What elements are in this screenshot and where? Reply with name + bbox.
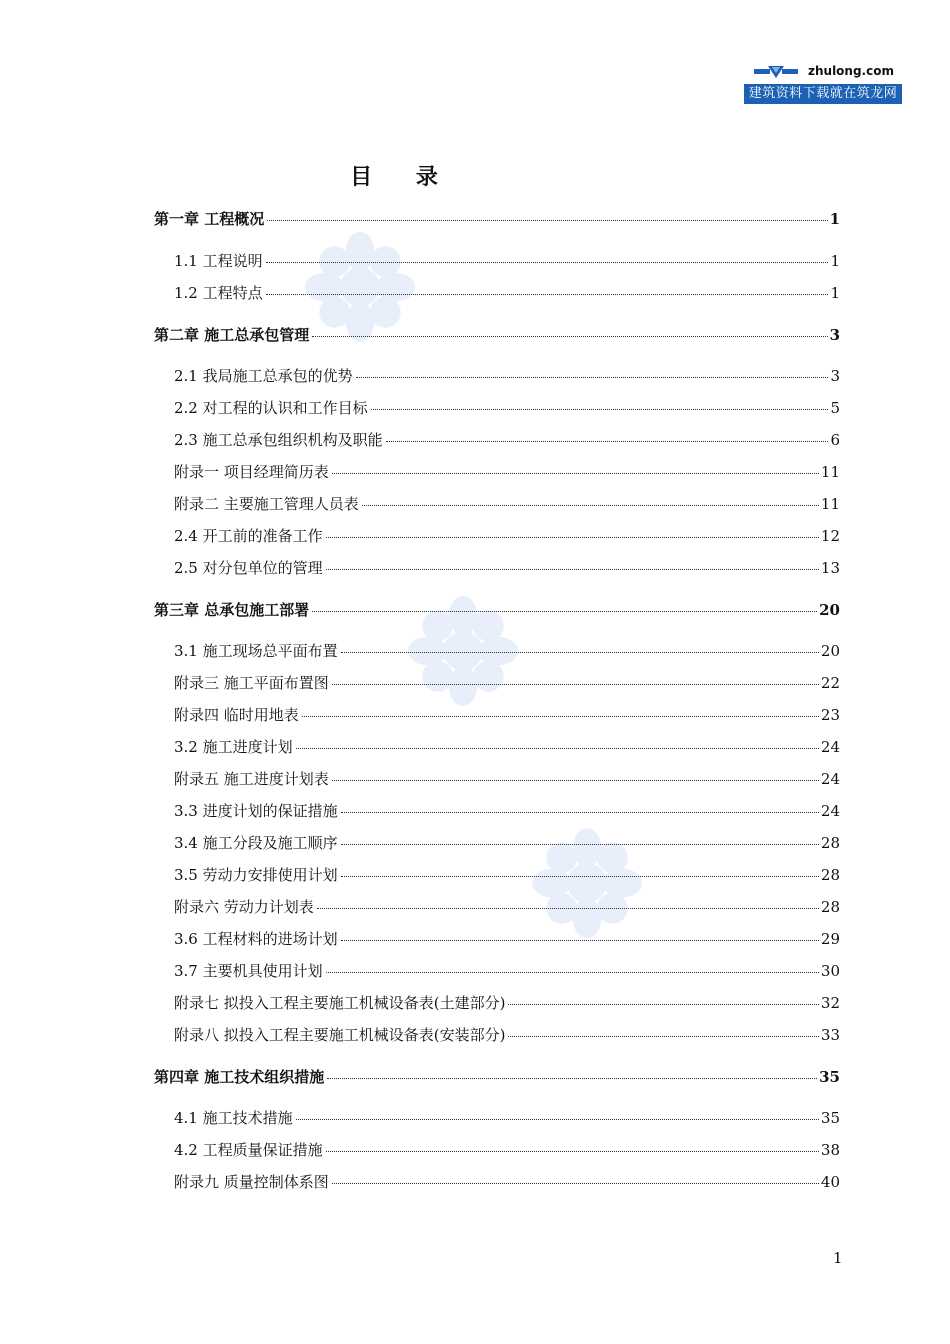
logo-top xyxy=(744,62,902,84)
toc-dot-leader xyxy=(341,844,819,845)
toc-entry-page: 38 xyxy=(820,1141,840,1159)
toc-entry-page: 30 xyxy=(820,962,840,980)
toc-section-entry[interactable] xyxy=(174,896,840,917)
toc-entry-page: 28 xyxy=(820,866,840,884)
toc-dot-leader xyxy=(266,294,829,295)
toc-entry-label: 附录五 施工进度计划表 xyxy=(174,770,329,788)
toc-dot-leader xyxy=(266,262,829,263)
toc-entry-label: 2.5 对分包单位的管理 xyxy=(174,559,323,577)
toc-section-entry[interactable] xyxy=(174,928,840,949)
toc-entry-page: 29 xyxy=(820,930,840,948)
toc-entry-page: 20 xyxy=(819,601,840,619)
toc-dot-leader xyxy=(326,537,819,538)
toc-section-entry[interactable] xyxy=(174,672,840,693)
toc-section-entry[interactable] xyxy=(174,461,840,482)
toc-dot-leader xyxy=(302,716,819,717)
toc-section-entry[interactable] xyxy=(174,429,840,450)
toc-section-entry[interactable] xyxy=(174,736,840,757)
toc-entry-label: 1.1 工程说明 xyxy=(174,252,263,270)
toc-dot-leader xyxy=(327,1078,817,1079)
toc-section-entry[interactable] xyxy=(174,493,840,514)
logo-domain: zhulong.com xyxy=(808,64,894,78)
toc-section-entry[interactable] xyxy=(174,557,840,578)
toc-section-entry[interactable] xyxy=(174,1139,840,1160)
toc-dot-leader xyxy=(362,505,819,506)
toc-dot-leader xyxy=(332,1183,819,1184)
toc-dot-leader xyxy=(356,377,829,378)
toc-entry-label: 第四章 施工技术组织措施 xyxy=(154,1068,325,1086)
toc-entry-page: 1 xyxy=(830,284,840,302)
toc-entry-label: 4.1 施工技术措施 xyxy=(174,1109,293,1127)
toc-entry-page: 24 xyxy=(820,738,840,756)
toc-entry-label: 4.2 工程质量保证措施 xyxy=(174,1141,323,1159)
toc-section-entry[interactable] xyxy=(174,768,840,789)
toc-entry-label: 附录六 劳动力计划表 xyxy=(174,898,314,916)
toc-dot-leader xyxy=(326,972,819,973)
toc-entry-label: 3.5 劳动力安排使用计划 xyxy=(174,866,338,884)
toc-section-entry[interactable] xyxy=(174,1171,840,1192)
toc-section-entry[interactable] xyxy=(174,365,840,386)
toc-dot-leader xyxy=(267,220,827,221)
toc-entry-label: 第三章 总承包施工部署 xyxy=(154,601,310,619)
toc-dot-leader xyxy=(332,684,819,685)
toc-dot-leader xyxy=(332,780,819,781)
toc-dot-leader xyxy=(312,611,817,612)
toc-section-entry[interactable] xyxy=(174,1107,840,1128)
toc-entry-label: 1.2 工程特点 xyxy=(174,284,263,302)
toc-entry-page: 12 xyxy=(820,527,840,545)
logo-mark-icon xyxy=(754,64,798,80)
toc-dot-leader xyxy=(341,940,819,941)
toc-entry-label: 2.3 施工总承包组织机构及职能 xyxy=(174,431,383,449)
toc-entry-page: 23 xyxy=(820,706,840,724)
toc-entry-page: 28 xyxy=(820,834,840,852)
toc-dot-leader xyxy=(341,812,819,813)
toc-dot-leader xyxy=(326,569,819,570)
toc-entry-page: 1 xyxy=(830,252,840,270)
toc-entry-label: 3.2 施工进度计划 xyxy=(174,738,293,756)
toc-entry-label: 附录八 拟投入工程主要施工机械设备表(安装部分) xyxy=(174,1026,506,1044)
toc-section-entry[interactable] xyxy=(174,992,840,1013)
toc-section-entry[interactable] xyxy=(174,640,840,661)
toc-entry-label: 附录三 施工平面布置图 xyxy=(174,674,329,692)
toc-entry-page: 6 xyxy=(830,431,840,449)
toc-section-entry[interactable] xyxy=(174,800,840,821)
toc-entry-label: 附录一 项目经理简历表 xyxy=(174,463,329,481)
toc-entry-page: 24 xyxy=(820,770,840,788)
toc-dot-leader xyxy=(508,1036,818,1037)
toc-entry-page: 11 xyxy=(820,463,840,481)
toc-entry-page: 5 xyxy=(830,399,840,417)
toc-entry-label: 3.6 工程材料的进场计划 xyxy=(174,930,338,948)
toc-entry-page: 1 xyxy=(829,210,840,228)
toc-entry-page: 33 xyxy=(820,1026,840,1044)
toc-dot-leader xyxy=(326,1151,819,1152)
toc-dot-leader xyxy=(296,1119,819,1120)
toc-entry-page: 28 xyxy=(820,898,840,916)
toc-dot-leader xyxy=(341,652,819,653)
toc-chapter-entry[interactable] xyxy=(154,599,840,620)
toc-section-entry[interactable] xyxy=(174,282,840,303)
toc-chapter-entry[interactable] xyxy=(154,1066,840,1087)
toc-title: 目 录 xyxy=(350,164,456,190)
toc-entry-label: 3.1 施工现场总平面布置 xyxy=(174,642,338,660)
toc-entry-label: 附录四 临时用地表 xyxy=(174,706,299,724)
toc-dot-leader xyxy=(312,336,827,337)
toc-entry-label: 3.3 进度计划的保证措施 xyxy=(174,802,338,820)
toc-chapter-entry[interactable] xyxy=(154,324,840,345)
toc-section-entry[interactable] xyxy=(174,1024,840,1045)
toc-entry-page: 40 xyxy=(820,1173,840,1191)
toc-entry-label: 第二章 施工总承包管理 xyxy=(154,326,310,344)
toc-section-entry[interactable] xyxy=(174,704,840,725)
toc-section-entry[interactable] xyxy=(174,960,840,981)
toc-entry-label: 附录七 拟投入工程主要施工机械设备表(土建部分) xyxy=(174,994,506,1012)
toc-dot-leader xyxy=(296,748,819,749)
toc-section-entry[interactable] xyxy=(174,832,840,853)
toc-entry-page: 3 xyxy=(829,326,840,344)
toc-dot-leader xyxy=(341,876,819,877)
toc-dot-leader xyxy=(508,1004,818,1005)
toc-section-entry[interactable] xyxy=(174,397,840,418)
toc-entry-page: 35 xyxy=(820,1109,840,1127)
toc-entry-label: 2.2 对工程的认识和工作目标 xyxy=(174,399,368,417)
toc-entry-label: 附录二 主要施工管理人员表 xyxy=(174,495,359,513)
page-number: 1 xyxy=(833,1249,843,1267)
toc-entry-page: 35 xyxy=(819,1068,840,1086)
toc-chapter-entry[interactable] xyxy=(154,208,840,229)
toc-entry-label: 2.1 我局施工总承包的优势 xyxy=(174,367,353,385)
toc-entry-label: 3.7 主要机具使用计划 xyxy=(174,962,323,980)
toc-entry-label: 2.4 开工前的准备工作 xyxy=(174,527,323,545)
toc-entry-page: 3 xyxy=(830,367,840,385)
toc-dot-leader xyxy=(371,409,829,410)
toc-entry-page: 22 xyxy=(820,674,840,692)
toc-dot-leader xyxy=(317,908,819,909)
toc-entry-page: 24 xyxy=(820,802,840,820)
toc-entry-page: 13 xyxy=(820,559,840,577)
toc-entry-label: 3.4 施工分段及施工顺序 xyxy=(174,834,338,852)
toc-dot-leader xyxy=(386,441,829,442)
toc-section-entry[interactable] xyxy=(174,864,840,885)
toc-entry-label: 第一章 工程概况 xyxy=(154,210,265,228)
zhulong-logo xyxy=(744,62,902,104)
toc-entry-page: 20 xyxy=(820,642,840,660)
toc-entry-label: 附录九 质量控制体系图 xyxy=(174,1173,329,1191)
toc-dot-leader xyxy=(332,473,819,474)
logo-slogan: 建筑资料下载就在筑龙网 xyxy=(744,84,902,104)
toc-section-entry[interactable] xyxy=(174,525,840,546)
toc-entry-page: 32 xyxy=(820,994,840,1012)
toc-section-entry[interactable] xyxy=(174,250,840,271)
toc-entry-page: 11 xyxy=(820,495,840,513)
